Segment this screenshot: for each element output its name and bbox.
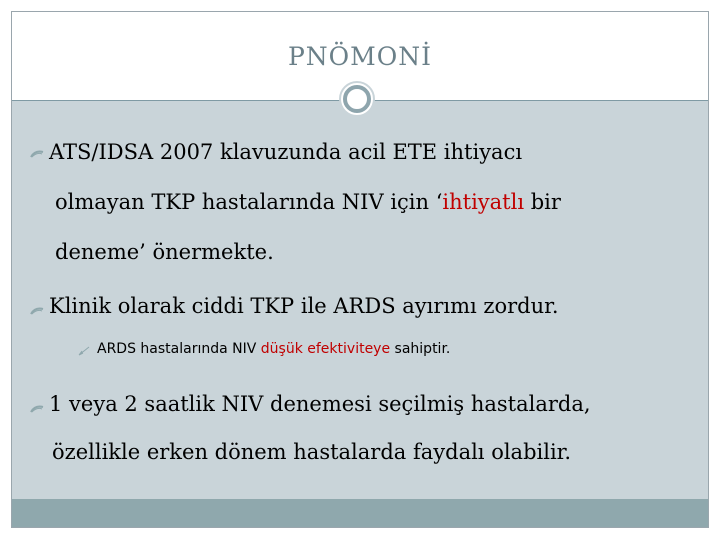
sub-bullet-icon	[78, 346, 90, 356]
bullet-3-icon	[30, 405, 44, 413]
bullet-2-line-1: Klinik olarak ciddi TKP ile ARDS ayırımı zordur.	[49, 294, 559, 318]
bullet-3-line-1: 1 veya 2 saatlik NIV denemesi seçilmiş hastalarda,	[49, 392, 591, 416]
highlight-text: ihtiyatlı	[442, 190, 525, 214]
bullet-1-line-3: deneme’ önermekte.	[55, 240, 274, 264]
bullet-3-line-2: özellikle erken dönem hastalarda faydalı olabilir.	[52, 440, 572, 464]
sub-bullet-line-1: ARDS hastalarında NIV düşük efektiviteye sahiptir.	[97, 341, 451, 357]
bullet-1-line-2: olmayan TKP hastalarında NIV için ‘ihtiyatlı bir	[55, 190, 561, 214]
circle-ornament-icon	[339, 81, 375, 117]
bullet-2-icon	[30, 307, 44, 315]
bullet-1-icon	[30, 150, 44, 158]
slide-title: PNÖMONİ	[287, 42, 433, 71]
bullet-1-line-1: ATS/IDSA 2007 klavuzunda acil ETE ihtiyacı	[49, 140, 523, 164]
footer-bar	[12, 499, 708, 527]
highlight-text: düşük efektiviteye	[260, 341, 391, 357]
